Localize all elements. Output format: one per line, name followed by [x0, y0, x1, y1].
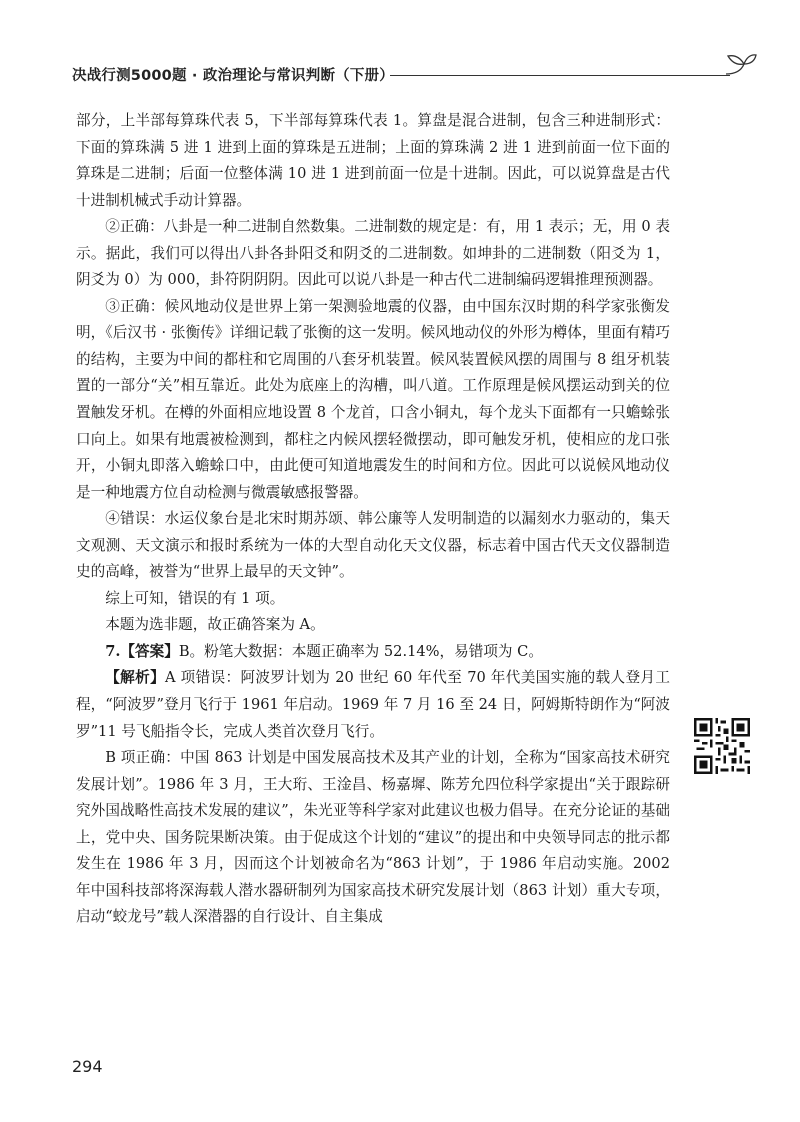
paragraph-summary: 综上可知，错误的有 1 项。: [105, 589, 285, 607]
answer-label: 7.【答案】: [105, 642, 179, 660]
page-number: 294: [72, 1057, 103, 1076]
paragraph-abacus: 部分，上半部每算珠代表 5，下半部每算珠代表 1。算盘是混合进制，包含三种进制形式：下面的算珠满 5 进 1 进到上面的算珠是五进制；上面的算珠满 2 进 1 进到前面一位下面的算珠是二进制；后面一位整体满 10 进 1 进到前面一位是十进制。因此，可以说算盘是古代十进制机械式手动计算器。: [76, 112, 670, 209]
paragraph-bagua: ②正确：八卦是一种二进制自然数集。二进制数的规定是：有，用 1 表示；无，用 0 表示。据此，我们可以得出八卦各卦阳爻和阴爻的二进制数。如坤卦的二进制数（阳爻为 1，阴爻为 0）为 000，卦符阴阴阴。因此可以说八卦是一种古代二进制编码逻辑推理预测器。: [76, 218, 670, 289]
leaf-sprout-icon: [722, 52, 758, 86]
header-rule: [390, 75, 730, 76]
paragraph-answer: 本题为选非题，故正确答案为 A。: [105, 616, 325, 634]
article-body: [76, 108, 670, 931]
question-7-answer: [76, 639, 670, 666]
paragraph-863-plan: B 项正确：中国 863 计划是中国发展高技术及其产业的计划，全称为“国家高技术研究发展计划”。1986 年 3 月，王大珩、王淦昌、杨嘉墀、陈芳允四位科学家提出“关于跟踪研究外国战略性高技术发展的建议”，朱光亚等科学家对此建议也极力倡导。在充分论证的基础上，党中央、国务院果断决策。由于促成这个计划的“建议”的提出和中央领导同志的批示都发生在 1986 年 3 月，因而这个计划被命名为“863 计划”，于 1986 年启动实施。2002 年中国科技部将深海载人潜水器研制列为国家高技术研究发展计划（863 计划）重大专项，启动“蛟龙号”载人深潜器的自行设计、自主集成: [76, 749, 670, 926]
qr-code-icon[interactable]: [694, 718, 750, 774]
paragraph-seismograph: ③正确：候风地动仪是世界上第一架测验地震的仪器，由中国东汉时期的科学家张衡发明，《后汉书 · 张衡传》详细记载了张衡的这一发明。候风地动仪的外形为樽体，里面有精巧的结构，主要为中间的都柱和它周围的八套牙机装置。候风装置候风摆的周围与 8 组牙机装置的一部分“关”相互靠近。此处为底座上的沟槽，叫八道。工作原理是候风摆运动到关的位置触发牙机。在樽的外面相应地设置 8 个龙首，口含小铜丸，每个龙头下面都有一只蟾蜍张口向上。如果有地震被检测到，都柱之内候风摆轻微摆动，即可触发牙机，使相应的龙口张开，小铜丸即落入蟾蜍口中，由此便可知道地震发生的时间和方位。因此可以说候风地动仪是一种地震方位自动检测与微震敏感报警器。: [76, 297, 670, 501]
running-header: [72, 62, 752, 90]
analysis-text: A 项错误：阿波罗计划为 20 世纪 60 年代至 70 年代美国实施的载人登月工程，“阿波罗”登月飞行于 1961 年启动。1969 年 7 月 16 至 24 日，阿姆斯特朗作为“阿波罗”11 号飞船指令长，完成人类首次登月飞行。: [76, 669, 670, 740]
analysis-paragraph: [76, 665, 670, 745]
answer-text: B。粉笔大数据：本题正确率为 52.14%，易错项为 C。: [178, 642, 543, 660]
analysis-label: 【解析】: [105, 669, 166, 687]
header-title: 决战行测5000题 · 政治理论与常识判断（下册）: [72, 68, 394, 84]
paragraph-astronomical-clock: ④错误：水运仪象台是北宋时期苏颂、韩公廉等人发明制造的以漏刻水力驱动的，集天文观测、天文演示和报时系统为一体的大型自动化天文仪器，标志着中国古代天文仪器制造史的高峰，被誉为“世界上最早的天文钟”。: [76, 510, 670, 581]
